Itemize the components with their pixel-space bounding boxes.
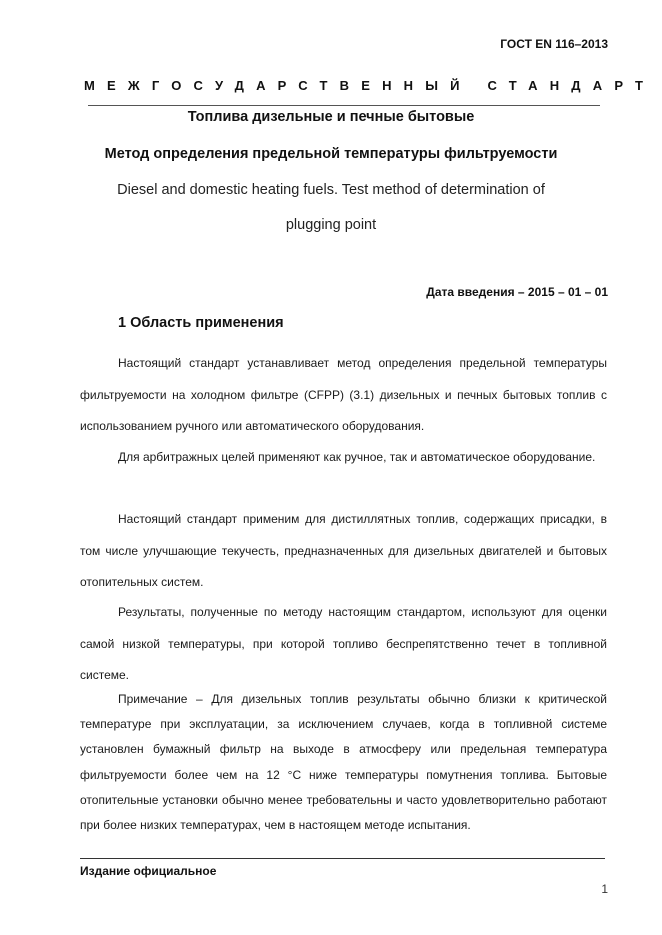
paragraph-arbitration: Для арбитражных целей применяют как ручное, так и автоматическое оборудование. [118, 450, 596, 464]
paragraph-scope: Настоящий стандарт устанавливает метод определения предельной температуры фильтруемости на холодном фильтре (CFPP) (3.1) дизельных и печных бытовых топлив с использованием ручного или автоматического оборудования. [80, 356, 607, 433]
document-title-en-line1: Diesel and domestic heating fuels. Test method of determination of [117, 182, 545, 198]
document-subtitle-ru: Метод определения предельной температуры фильтруемости [104, 146, 558, 162]
paragraph-applicability: Настоящий стандарт применим для дистиллятных топлив, содержащих присадки, в том числе улучшающие текучесть, предназначенных для дизельных двигателей и бытовых отопительных систем. [80, 512, 607, 589]
page-number: 1 [601, 882, 608, 896]
paragraph-results: Результаты, полученные по методу настоящим стандартом, используют для оценки самой низкой температуры, при которой топливо беспрепятственно течет в топливной системе. [80, 605, 607, 682]
standard-banner: МЕЖГОСУДАРСТВЕННЫЙ СТАНДАРТ [84, 78, 656, 93]
section-heading: 1 Область применения [118, 315, 284, 331]
banner-divider [88, 105, 600, 106]
official-edition-label: Издание официальное [80, 864, 217, 878]
document-title-ru: Топлива дизельные и печные бытовые [187, 109, 475, 125]
footer-divider [80, 858, 605, 859]
document-title-en-line2: plugging point [285, 217, 377, 233]
introduction-date: Дата введения – 2015 – 01 – 01 [426, 285, 608, 299]
note-paragraph: Примечание – Для дизельных топлив результаты обычно близки к критической температуре при эксплуатации, за исключением случаев, когда в топливной системе установлен бумажный фильтр на выходе в атмосферу или предельная температура фильтруемости более чем на 12 °С ниже температуры помутнения топлива. Бытовые отопительные установки обычно менее требовательны и часто удовлетворительно работают при более низких температурах, чем в настоящем методе испытания. [80, 692, 607, 833]
document-code: ГОСТ EN 116–2013 [500, 37, 608, 51]
